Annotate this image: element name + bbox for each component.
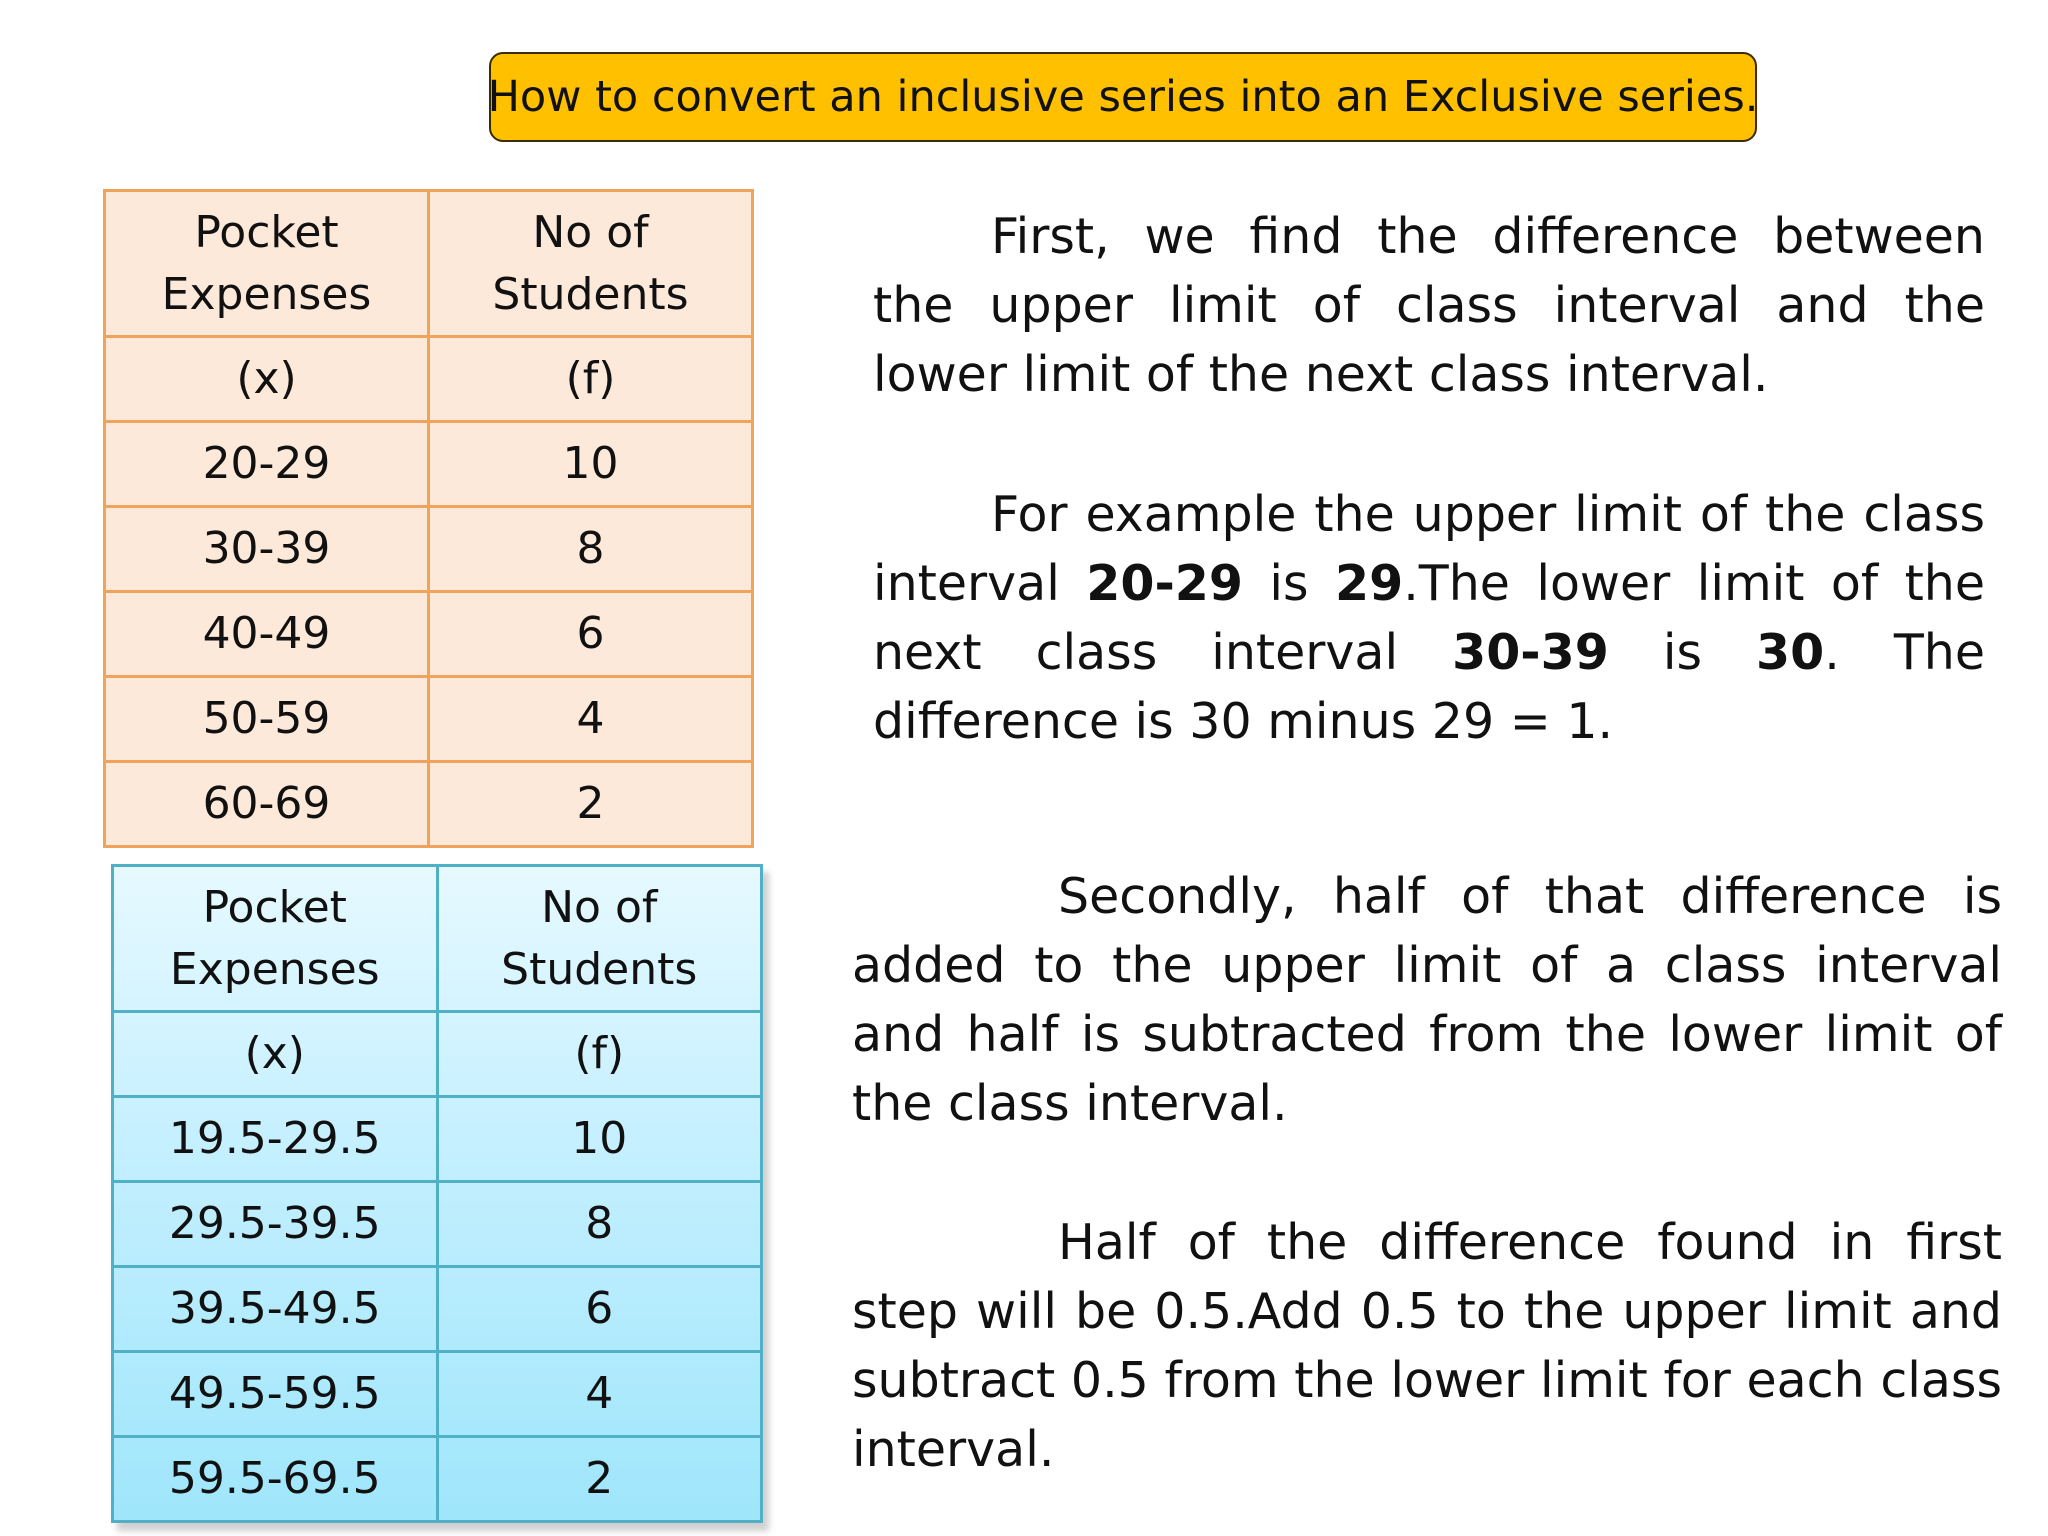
class-interval-cell: 50-59 — [105, 677, 429, 762]
frequency-cell: 10 — [429, 422, 753, 507]
inclusive-series-table — [103, 189, 754, 848]
class-interval-cell: 39.5-49.5 — [113, 1267, 438, 1352]
table-symbol-row — [113, 1012, 762, 1097]
symbol-x: (x) — [113, 1012, 438, 1097]
frequency-cell: 8 — [429, 507, 753, 592]
header-no-of-students: No of Students — [437, 866, 762, 1012]
class-interval-cell: 20-29 — [105, 422, 429, 507]
paragraph-text: For example the upper limit of the class interval — [873, 486, 1985, 612]
symbol-f: (f) — [437, 1012, 762, 1097]
class-interval-cell: 60-69 — [105, 762, 429, 847]
class-interval-cell: 30-39 — [105, 507, 429, 592]
paragraph-text: Half of the difference found in first step will be 0.5.Add 0.5 to the upper limit and subtract 0.5 from the lower limit for each class interval. — [852, 1214, 2002, 1478]
bold-lower-limit: 30 — [1756, 624, 1825, 681]
paragraph-text: is — [1608, 624, 1757, 681]
paragraph-text: is — [1242, 555, 1335, 612]
paragraph-example — [873, 480, 1985, 756]
table-header-row — [113, 866, 762, 1012]
table-row — [113, 1182, 762, 1267]
frequency-cell: 2 — [429, 762, 753, 847]
table-symbol-row — [105, 337, 753, 422]
table-row — [113, 1437, 762, 1522]
class-interval-cell: 29.5-39.5 — [113, 1182, 438, 1267]
table-row — [113, 1267, 762, 1352]
paragraph-step-two — [852, 862, 2002, 1138]
class-interval-cell: 59.5-69.5 — [113, 1437, 438, 1522]
paragraph-text: First, we find the difference between the upper limit of class interval and the lower limit of the next class interval. — [873, 208, 1985, 403]
header-no-of-students: No of Students — [429, 191, 753, 337]
paragraph-text: . The difference is 30 minus 29 = 1. — [873, 624, 1985, 750]
bold-upper-limit: 29 — [1334, 555, 1404, 612]
frequency-cell: 4 — [429, 677, 753, 762]
bold-interval-1: 20-29 — [1086, 555, 1243, 612]
bold-interval-2: 30-39 — [1452, 624, 1609, 681]
paragraph-step-one — [873, 202, 1985, 409]
table-row — [105, 677, 753, 762]
symbol-x: (x) — [105, 337, 429, 422]
paragraph-text: Secondly, half of that difference is added to the upper limit of a class interval and half is subtracted from the lower limit of the class interval. — [852, 868, 2002, 1132]
frequency-cell: 4 — [437, 1352, 762, 1437]
table-row — [105, 592, 753, 677]
table-row — [113, 1352, 762, 1437]
paragraph-text: .The lower limit of the next class interval — [873, 555, 1986, 681]
frequency-cell: 6 — [429, 592, 753, 677]
exclusive-series-table — [111, 864, 763, 1523]
table-row — [113, 1097, 762, 1182]
table-row — [105, 422, 753, 507]
slide-title: How to convert an inclusive series into an Exclusive series. — [489, 52, 1757, 142]
class-interval-cell: 49.5-59.5 — [113, 1352, 438, 1437]
paragraph-half-difference — [852, 1208, 2002, 1484]
header-pocket-expenses: Pocket Expenses — [113, 866, 438, 1012]
frequency-cell: 10 — [437, 1097, 762, 1182]
frequency-cell: 6 — [437, 1267, 762, 1352]
symbol-f: (f) — [429, 337, 753, 422]
table-row — [105, 507, 753, 592]
frequency-cell: 8 — [437, 1182, 762, 1267]
frequency-cell: 2 — [437, 1437, 762, 1522]
header-pocket-expenses: Pocket Expenses — [105, 191, 429, 337]
table-header-row — [105, 191, 753, 337]
table-row — [105, 762, 753, 847]
class-interval-cell: 40-49 — [105, 592, 429, 677]
class-interval-cell: 19.5-29.5 — [113, 1097, 438, 1182]
